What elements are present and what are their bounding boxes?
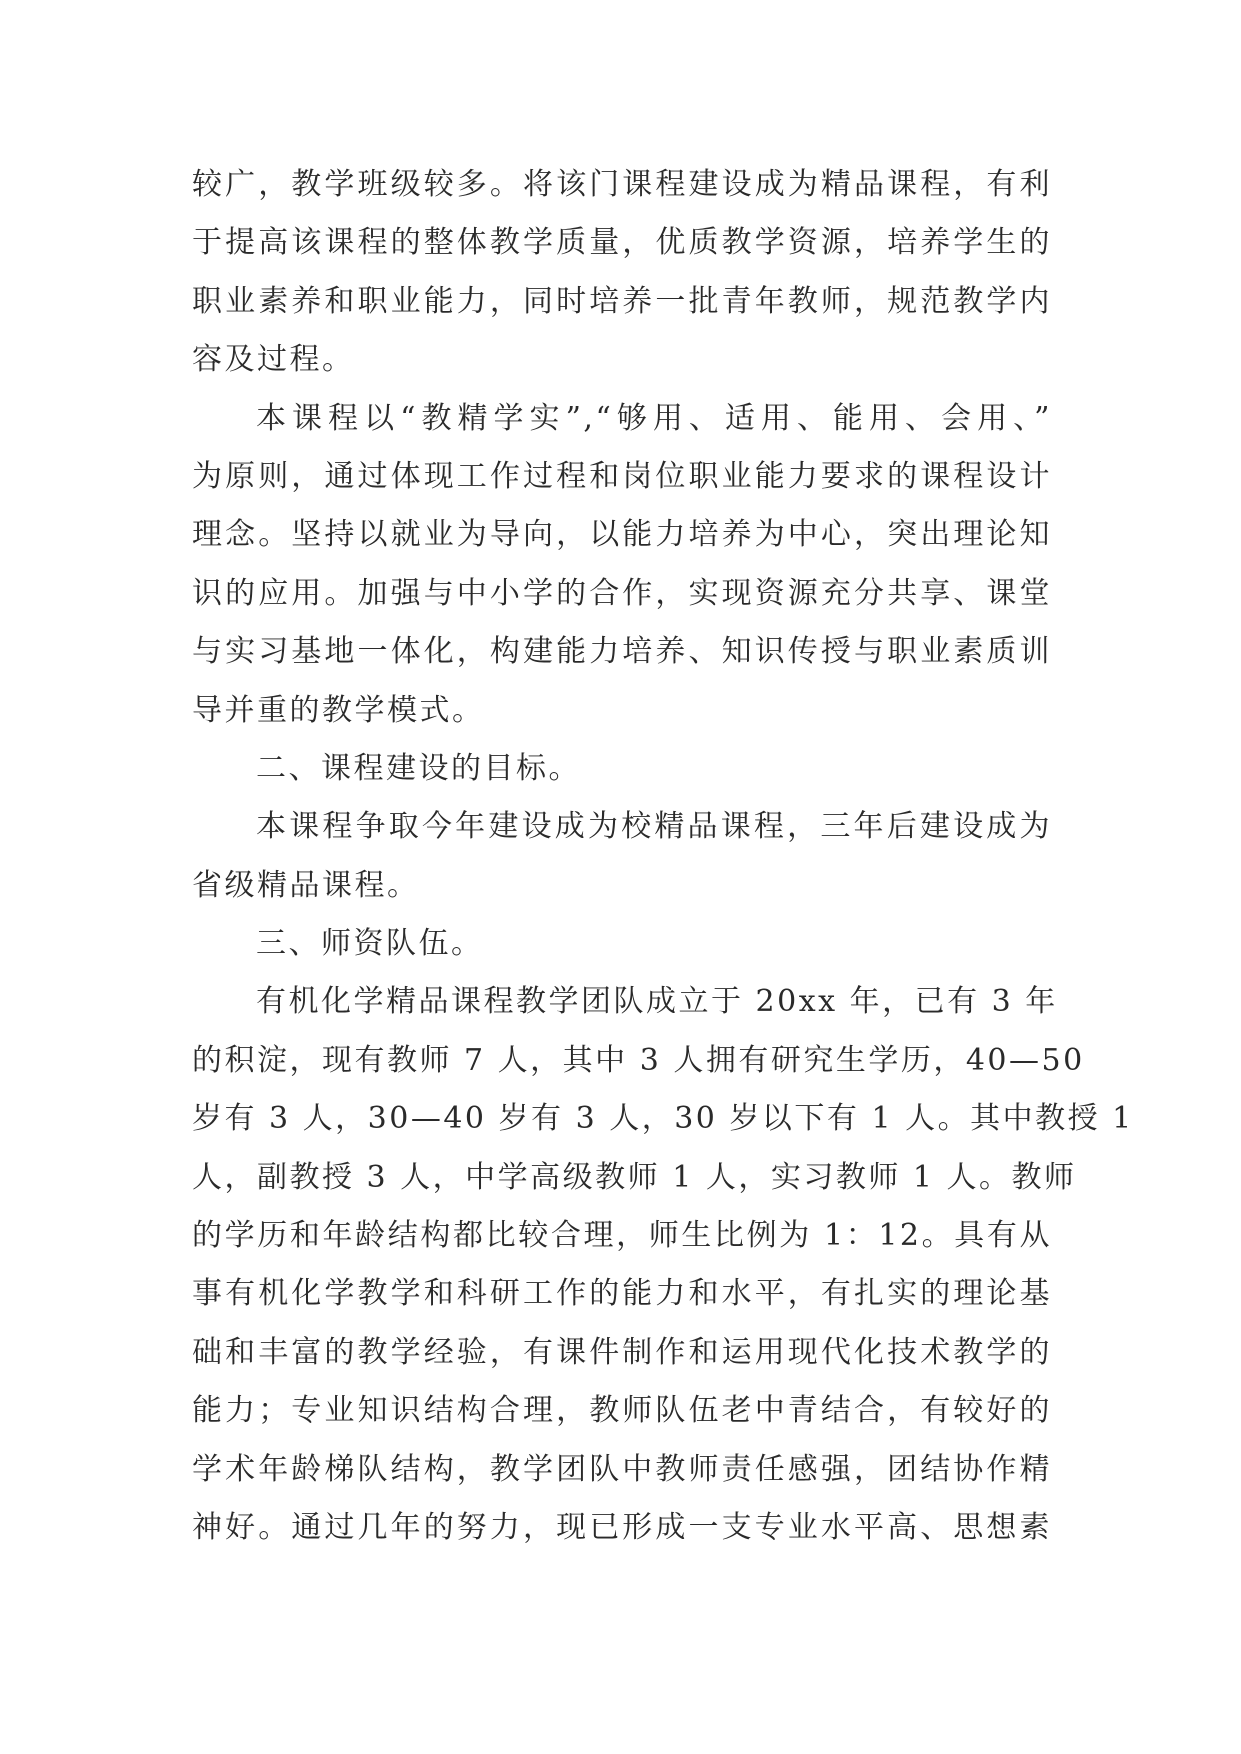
text-line: 三、师资队伍。 (256, 926, 484, 962)
text-line: 人，副教授 3 人，中学高级教师 1 人，实习教师 1 人。教师 (192, 1159, 1077, 1195)
text-line: 容及过程。 (192, 342, 355, 378)
text-line: 较广，教学班级较多。将该门课程建设成为精品课程，有利 (192, 167, 1052, 202)
text-line: 识的应用。加强与中小学的合作，实现资源充分共享、课堂 (192, 575, 1052, 611)
text-line: 二、课程建设的目标。 (256, 750, 581, 786)
text-line: 与实习基地一体化，构建能力培养、知识传授与职业素质训 (192, 634, 1052, 670)
text-line: 础和丰富的教学经验，有课件制作和运用现代化技术教学的 (192, 1334, 1052, 1370)
text-line: 为原则，通过体现工作过程和岗位职业能力要求的课程设计 (192, 458, 1052, 494)
text-line: 职业素养和职业能力，同时培养一批青年教师，规范教学内 (192, 283, 1052, 319)
text-line: 有机化学精品课程教学团队成立于 20xx 年，已有 3 年 (256, 984, 1058, 1020)
text-line: 学术年龄梯队结构，教学团队中教师责任感强，团结协作精 (192, 1451, 1052, 1487)
text-line: 的学历和年龄结构都比较合理，师生比例为 1：12。具有从 (192, 1218, 1052, 1254)
text-line: 能力；专业知识结构合理，教师队伍老中青结合，有较好的 (192, 1393, 1052, 1429)
text-line: 的积淀，现有教师 7 人，其中 3 人拥有研究生学历，40—50 (192, 1042, 1085, 1078)
text-line: 本课程争取今年建设成为校精品课程，三年后建设成为 (256, 809, 1052, 845)
text-line: 省级精品课程。 (192, 867, 420, 903)
text-line: 于提高该课程的整体教学质量，优质教学资源，培养学生的 (192, 225, 1052, 261)
text-line: 事有机化学教学和科研工作的能力和水平，有扎实的理论基 (192, 1276, 1052, 1312)
text-line: 本课程以“教精学实”,“够用、适用、能用、会用、” (256, 400, 1052, 436)
document-body (192, 156, 1134, 1557)
text-line: 理念。坚持以就业为导向，以能力培养为中心，突出理论知 (192, 517, 1052, 553)
text-line: 神好。通过几年的努力，现已形成一支专业水平高、思想素 (192, 1509, 1052, 1545)
text-line: 导并重的教学模式。 (192, 692, 485, 728)
text-line: 岁有 3 人，30—40 岁有 3 人，30 岁以下有 1 人。其中教授 1 (192, 1101, 1134, 1137)
